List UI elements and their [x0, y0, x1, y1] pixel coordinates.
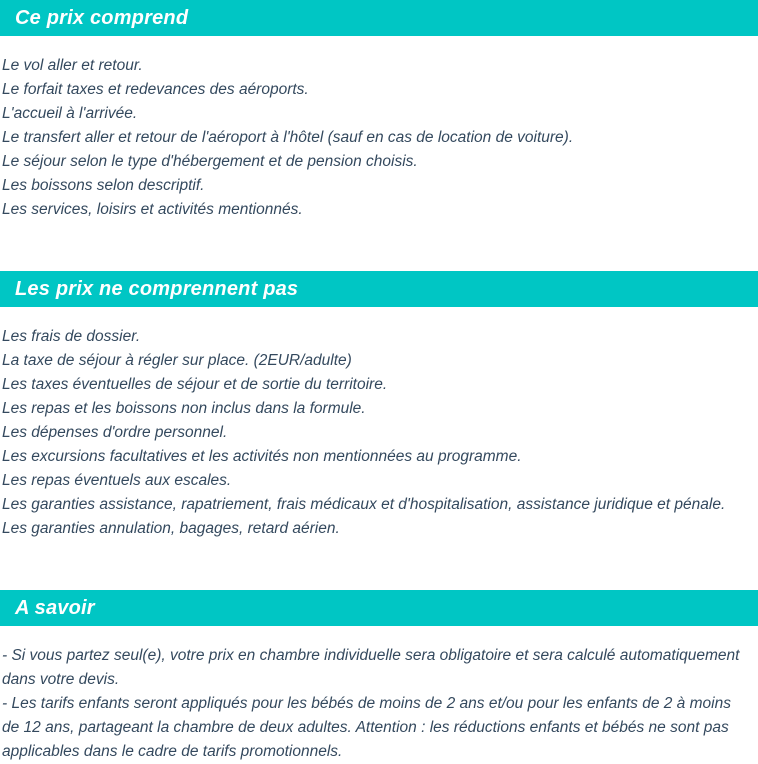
section-title: Les prix ne comprennent pas [15, 277, 299, 300]
list-item: Les garanties annulation, bagages, retard aérien. [2, 520, 340, 537]
list-item: Les boissons selon descriptif. [2, 177, 205, 194]
list-item: Le séjour selon le type d'hébergement et de pension choisis. [2, 153, 418, 170]
section-header-good-to-know [0, 590, 758, 626]
list-item: Les repas et les boissons non inclus dans la formule. [2, 400, 366, 417]
list-item: Les excursions facultatives et les activités non mentionnées au programme. [2, 448, 522, 465]
section-header-price-includes [0, 0, 758, 36]
section-price-excludes [0, 271, 758, 541]
list-item: L'accueil à l'arrivée. [2, 105, 138, 122]
section-body-price-excludes [0, 307, 758, 541]
list-item: Les dépenses d'ordre personnel. [2, 424, 228, 441]
note-paragraph: - Les tarifs enfants seront appliqués pour les bébés de moins de 2 ans et/ou pour les enfants de 2 à moins de 12 ans, partageant la chambre de deux adultes. Attention : les réductions enfants et bébés ne sont pas applicables dans le cadre de tarifs promotionnels. [2, 695, 731, 760]
list-item: Les repas éventuels aux escales. [2, 472, 232, 489]
section-body-price-includes [0, 36, 758, 222]
list-item: La taxe de séjour à régler sur place. (2EUR/adulte) [2, 352, 352, 369]
list-item: Le vol aller et retour. [2, 57, 143, 74]
section-body-good-to-know [0, 626, 758, 764]
list-item: Le transfert aller et retour de l'aéroport à l'hôtel (sauf en cas de location de voiture). [2, 129, 574, 146]
section-good-to-know [0, 590, 758, 764]
section-title: A savoir [15, 596, 95, 619]
note-paragraph: - Si vous partez seul(e), votre prix en chambre individuelle sera obligatoire et sera calculé automatiquement dans votre devis. [2, 647, 740, 688]
list-item: Les taxes éventuelles de séjour et de sortie du territoire. [2, 376, 388, 393]
list-item: Le forfait taxes et redevances des aéroports. [2, 81, 309, 98]
section-title: Ce prix comprend [15, 6, 189, 29]
list-item: Les garanties assistance, rapatriement, frais médicaux et d'hospitalisation, assistance juridique et pénale. [2, 496, 726, 513]
section-header-price-excludes [0, 271, 758, 307]
list-item: Les frais de dossier. [2, 328, 141, 345]
list-item: Les services, loisirs et activités mentionnés. [2, 201, 303, 218]
section-price-includes [0, 0, 758, 222]
